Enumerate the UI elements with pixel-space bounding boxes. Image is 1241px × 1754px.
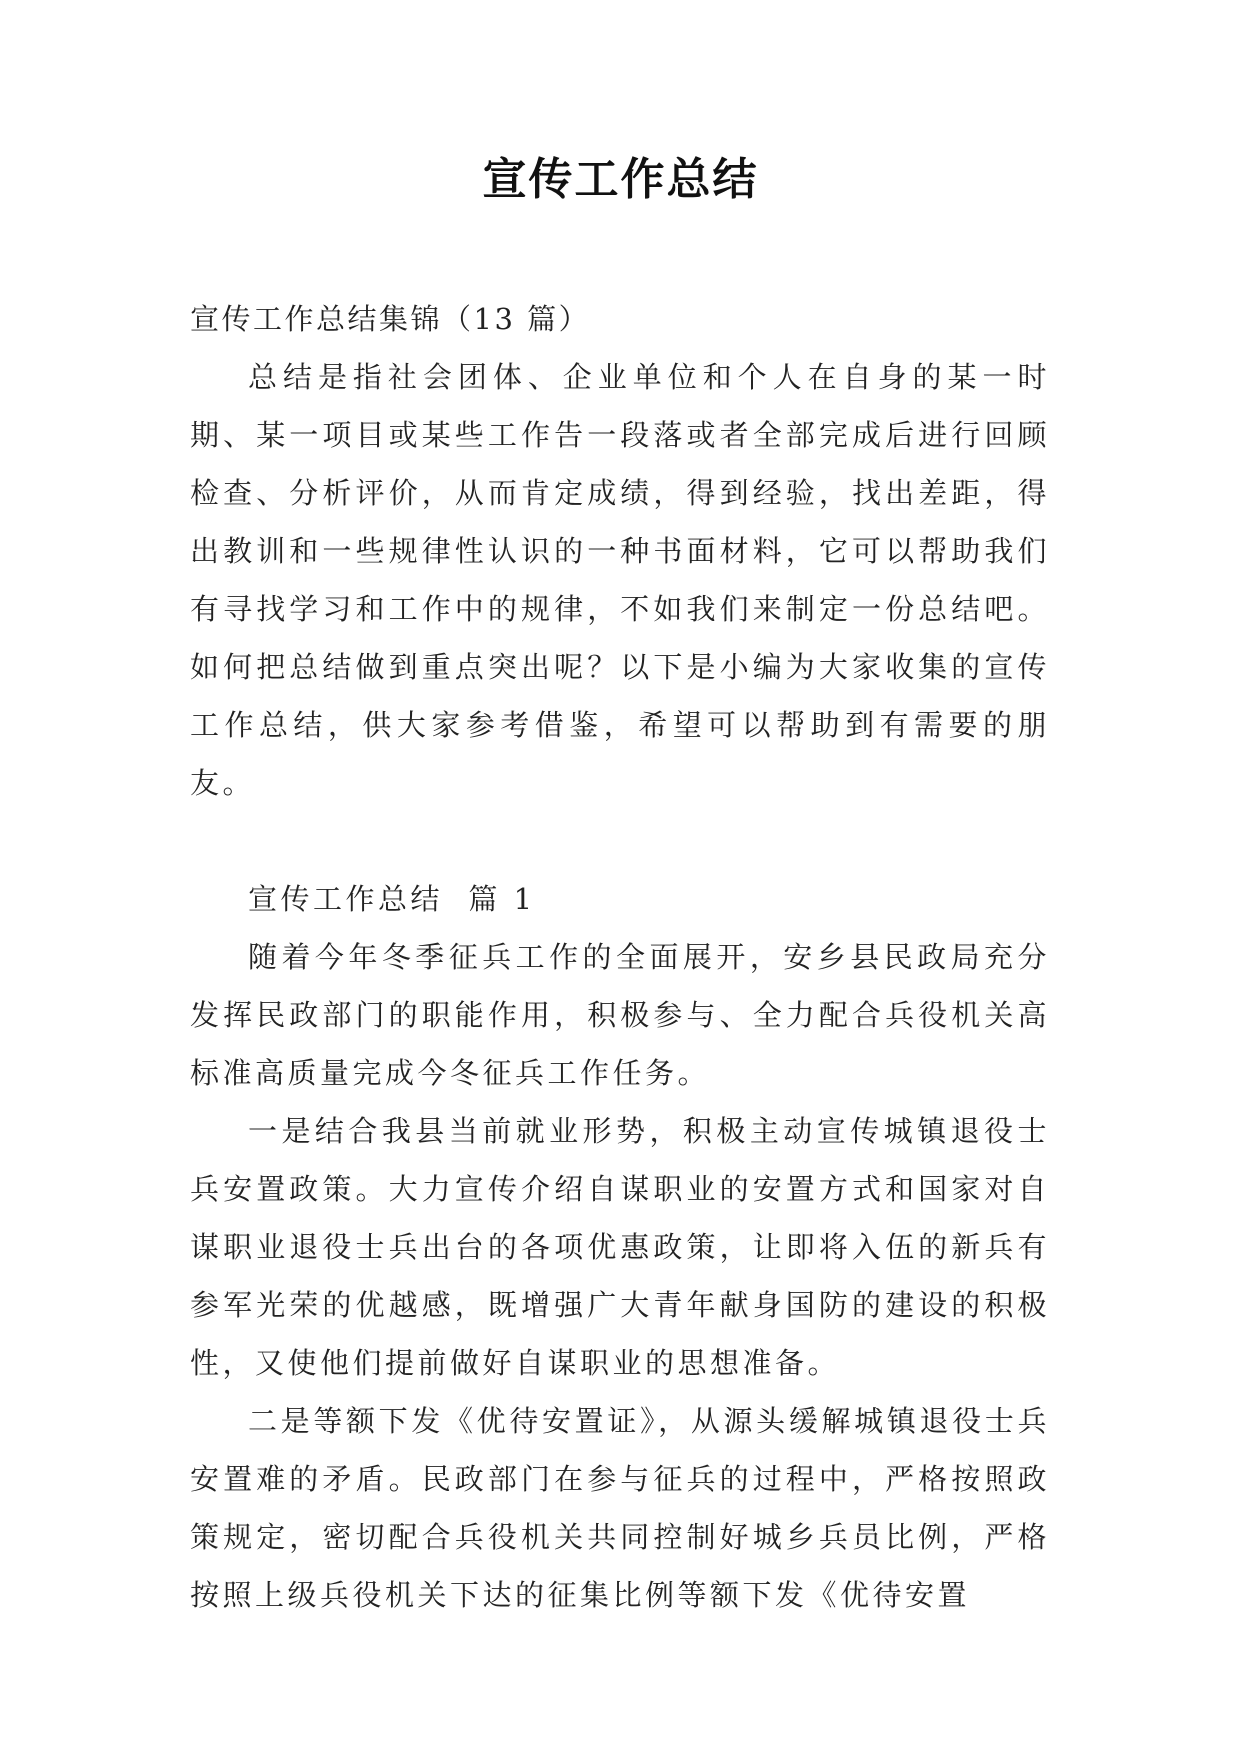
document-body [190, 290, 1050, 1624]
section-paragraph-2: 一是结合我县当前就业形势，积极主动宣传城镇退役士兵安置政策。大力宣传介绍自谋职业的安置方式和国家对自谋职业退役士兵出台的各项优惠政策，让即将入伍的新兵有参军光荣的优越感，既增强广大青年献身国防的建设的积极性，又使他们提前做好自谋职业的思想准备。 [190, 1114, 1050, 1380]
section-heading: 宣传工作总结 篇 1 [248, 882, 536, 916]
document-title: 宣传工作总结 [482, 154, 759, 205]
collection-subtitle: 宣传工作总结集锦（13 篇） [190, 302, 591, 336]
section-paragraph-3: 二是等额下发《优待安置证》，从源头缓解城镇退役士兵安置难的矛盾。民政部门在参与征兵的过程中，严格按照政策规定，密切配合兵役机关共同控制好城乡兵员比例，严格按照上级兵役机关下达的征集比例等额下发《优待安置 [190, 1404, 1050, 1612]
section-paragraph-1: 随着今年冬季征兵工作的全面展开，安乡县民政局充分发挥民政部门的职能作用，积极参与、全力配合兵役机关高标准高质量完成今冬征兵工作任务。 [190, 940, 1050, 1090]
intro-paragraph: 总结是指社会团体、企业单位和个人在自身的某一时期、某一项目或某些工作告一段落或者全部完成后进行回顾检查、分析评价，从而肯定成绩，得到经验，找出差距，得出教训和一些规律性认识的一种书面材料，它可以帮助我们有寻找学习和工作中的规律，不如我们来制定一份总结吧。如何把总结做到重点突出呢？以下是小编为大家收集的宣传工作总结，供大家参考借鉴，希望可以帮助到有需要的朋友。 [190, 360, 1050, 800]
section-spacer [190, 812, 1050, 870]
